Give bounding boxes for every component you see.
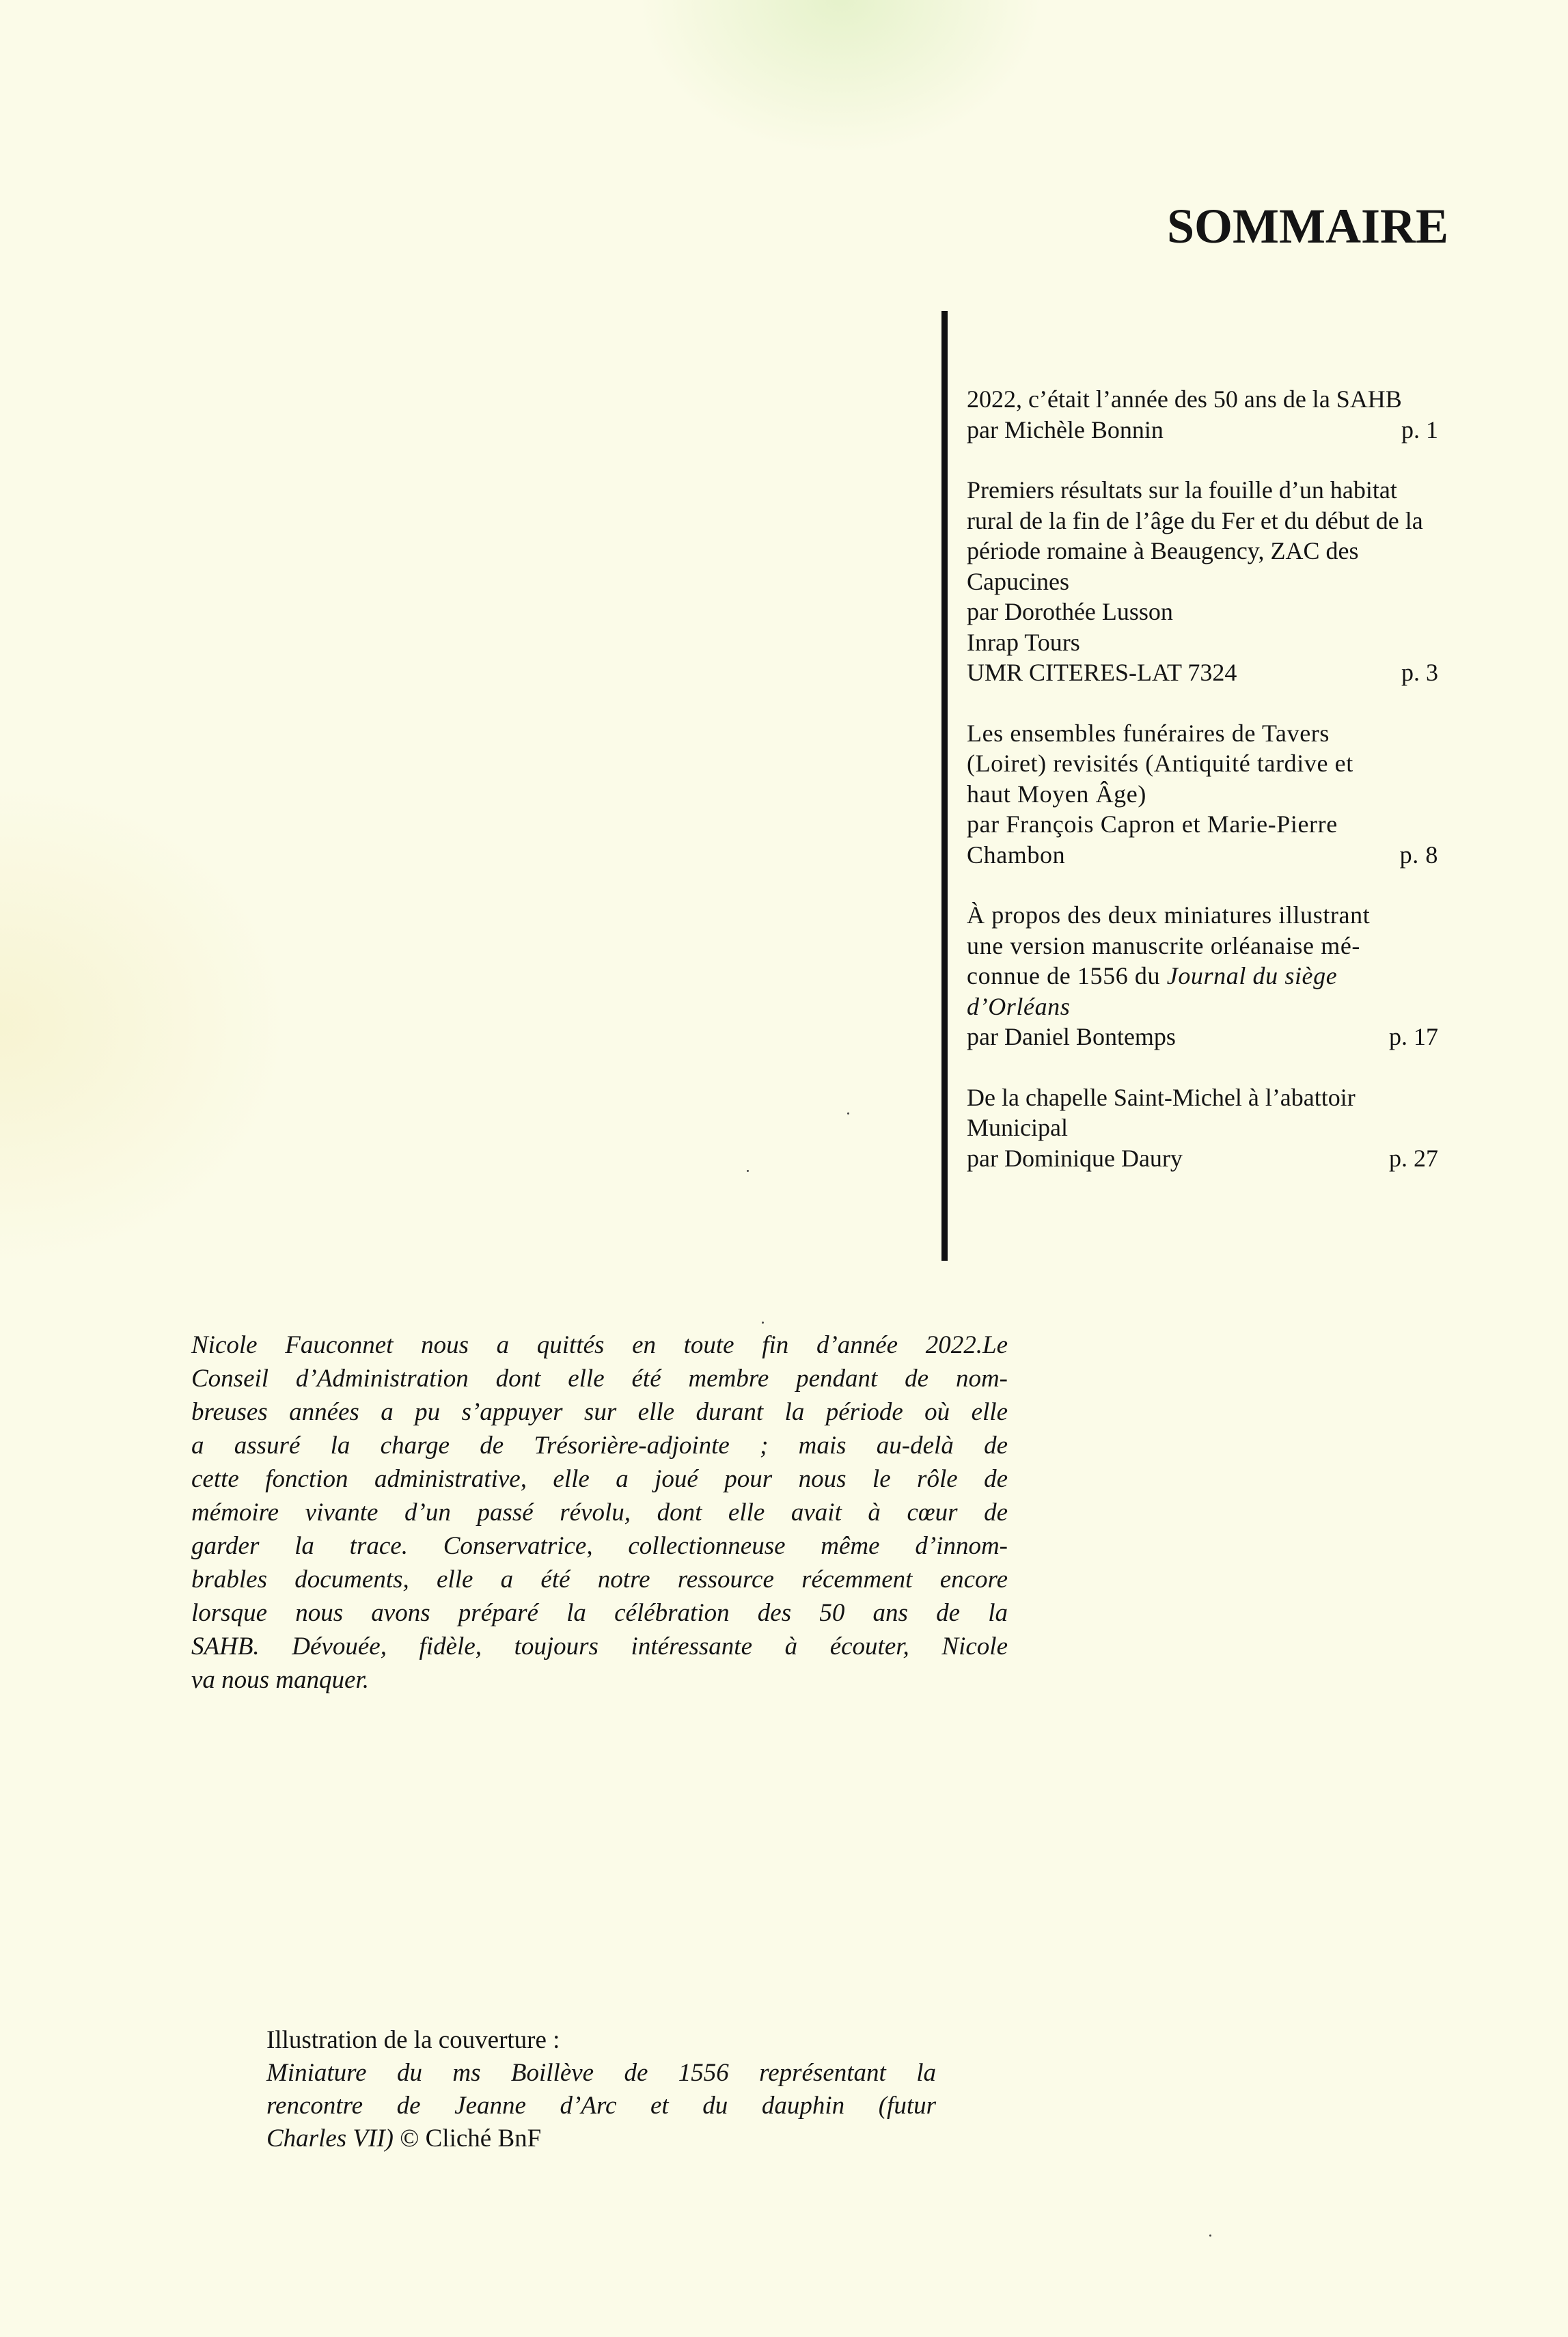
toc-entry-page: p. 17 [1389,1023,1438,1050]
cover-caption-last-line [266,2122,936,2155]
toc-entry-author-line [967,1143,1438,1174]
toc-entry-author-line [967,415,1438,446]
toc-entry-journal-title: d’Orléans [967,992,1071,1020]
obituary-line: Conseil d’Administration dont elle été membre pendant de nom- [191,1365,1008,1393]
paper-speck [762,1322,764,1324]
cover-caption-credit: © Cliché BnF [400,2124,542,2152]
toc-entry-title: période romaine à Beaugency, ZAC des [967,537,1359,564]
page-title: SOMMAIRE [1167,199,1448,254]
toc-entry-author: par Dorothée Lusson [967,598,1173,625]
toc-entry-author: par Michèle Bonnin [967,415,1164,443]
toc-entry-title-line [967,992,1500,1022]
obituary-line: Nicole Fauconnet nous a quittés en toute fin d’année 2022.Le [191,1331,1008,1359]
toc-entry-title: haut Moyen Âge) [967,780,1146,808]
toc-entry-title-line [967,961,1500,992]
obituary-line: SAHB. Dévouée, fidèle, toujours intéressante à écouter, Nicole [191,1632,1008,1660]
toc-entry-page: p. 3 [1401,659,1438,686]
toc-entry[interactable] [967,718,1500,871]
toc-entry-author: par Daniel Bontemps [967,1023,1176,1050]
toc-entry[interactable] [967,1082,1500,1174]
obituary-line: cette fonction administrative, elle a joué pour nous le rôle de [191,1465,1008,1493]
toc-entry-author-line [967,657,1438,688]
toc-entry-title: (Loiret) revisités (Antiquité tardive et [967,750,1353,777]
cover-caption-line: Miniature du ms Boillève de 1556 représentant la [266,2059,936,2087]
obituary-line: brables documents, elle a été notre ressource récemment encore [191,1566,1008,1594]
toc-entry-title: À propos des deux miniatures illustrant [967,901,1371,929]
obituary-line: mémoire vivante d’un passé révolu, dont elle avait à cœur de [191,1499,1008,1527]
cover-caption-heading: Illustration de la couverture : [266,2026,560,2054]
toc-entry-page: p. 1 [1401,415,1438,443]
toc-entry-title: De la chapelle Saint-Michel à l’abattoir [967,1083,1356,1111]
toc-entry-journal-title: Journal du siège [1166,962,1338,989]
toc-entry-page: p. 8 [1399,840,1438,869]
obituary-line: a assuré la charge de Trésorière-adjointe ; mais au-delà de [191,1432,1008,1460]
toc-entry-author-line [967,1022,1438,1052]
obituary-line: garder la trace. Conservatrice, collectionneuse même d’innom- [191,1532,1008,1560]
toc-entry-title: Les ensembles funéraires de Tavers [967,719,1330,747]
toc-entry-affiliation: UMR CITERES-LAT 7324 [967,659,1237,686]
toc-entry[interactable] [967,384,1500,445]
cover-caption-line: Charles VII) [266,2124,394,2152]
toc-entry-title: Municipal [967,1114,1068,1141]
toc-entry-page: p. 27 [1389,1144,1438,1172]
toc-entry-title: Capucines [967,567,1069,595]
toc-entry-title: rural de la fin de l’âge du Fer et du début de la [967,506,1423,534]
toc-entry-affiliation: Inrap Tours [967,628,1080,656]
obituary-line: lorsque nous avons préparé la célébration des 50 ans de la [191,1599,1008,1627]
obituary-line: va nous manquer. [191,1666,370,1694]
obituary-line: breuses années a pu s’appuyer sur elle durant la période où elle [191,1398,1008,1426]
obituary-paragraph [191,1328,1008,1697]
toc-entry-title: Premiers résultats sur la fouille d’un habitat [967,476,1397,504]
toc-entry-author: Chambon [967,840,1066,869]
toc-entry-author: par Dominique Daury [967,1144,1183,1172]
paper-speck [747,1170,749,1172]
paper-speck [1209,2234,1211,2237]
table-of-contents [967,384,1500,1203]
cover-caption [266,2024,936,2155]
toc-entry-author: par François Capron et Marie-Pierre [967,810,1338,838]
toc-entry-author-line [967,840,1438,871]
toc-entry[interactable] [967,900,1500,1052]
toc-entry-title: une version manuscrite orléanaise mé- [967,931,1360,959]
paper-speck [847,1112,849,1115]
toc-entry-title: connue de 1556 du [967,962,1161,989]
toc-entry[interactable] [967,475,1500,688]
vertical-rule [941,311,948,1261]
cover-caption-line: rencontre de Jeanne d’Arc et du dauphin (futur [266,2092,936,2120]
toc-entry-title: 2022, c’était l’année des 50 ans de la SAHB [967,385,1402,413]
